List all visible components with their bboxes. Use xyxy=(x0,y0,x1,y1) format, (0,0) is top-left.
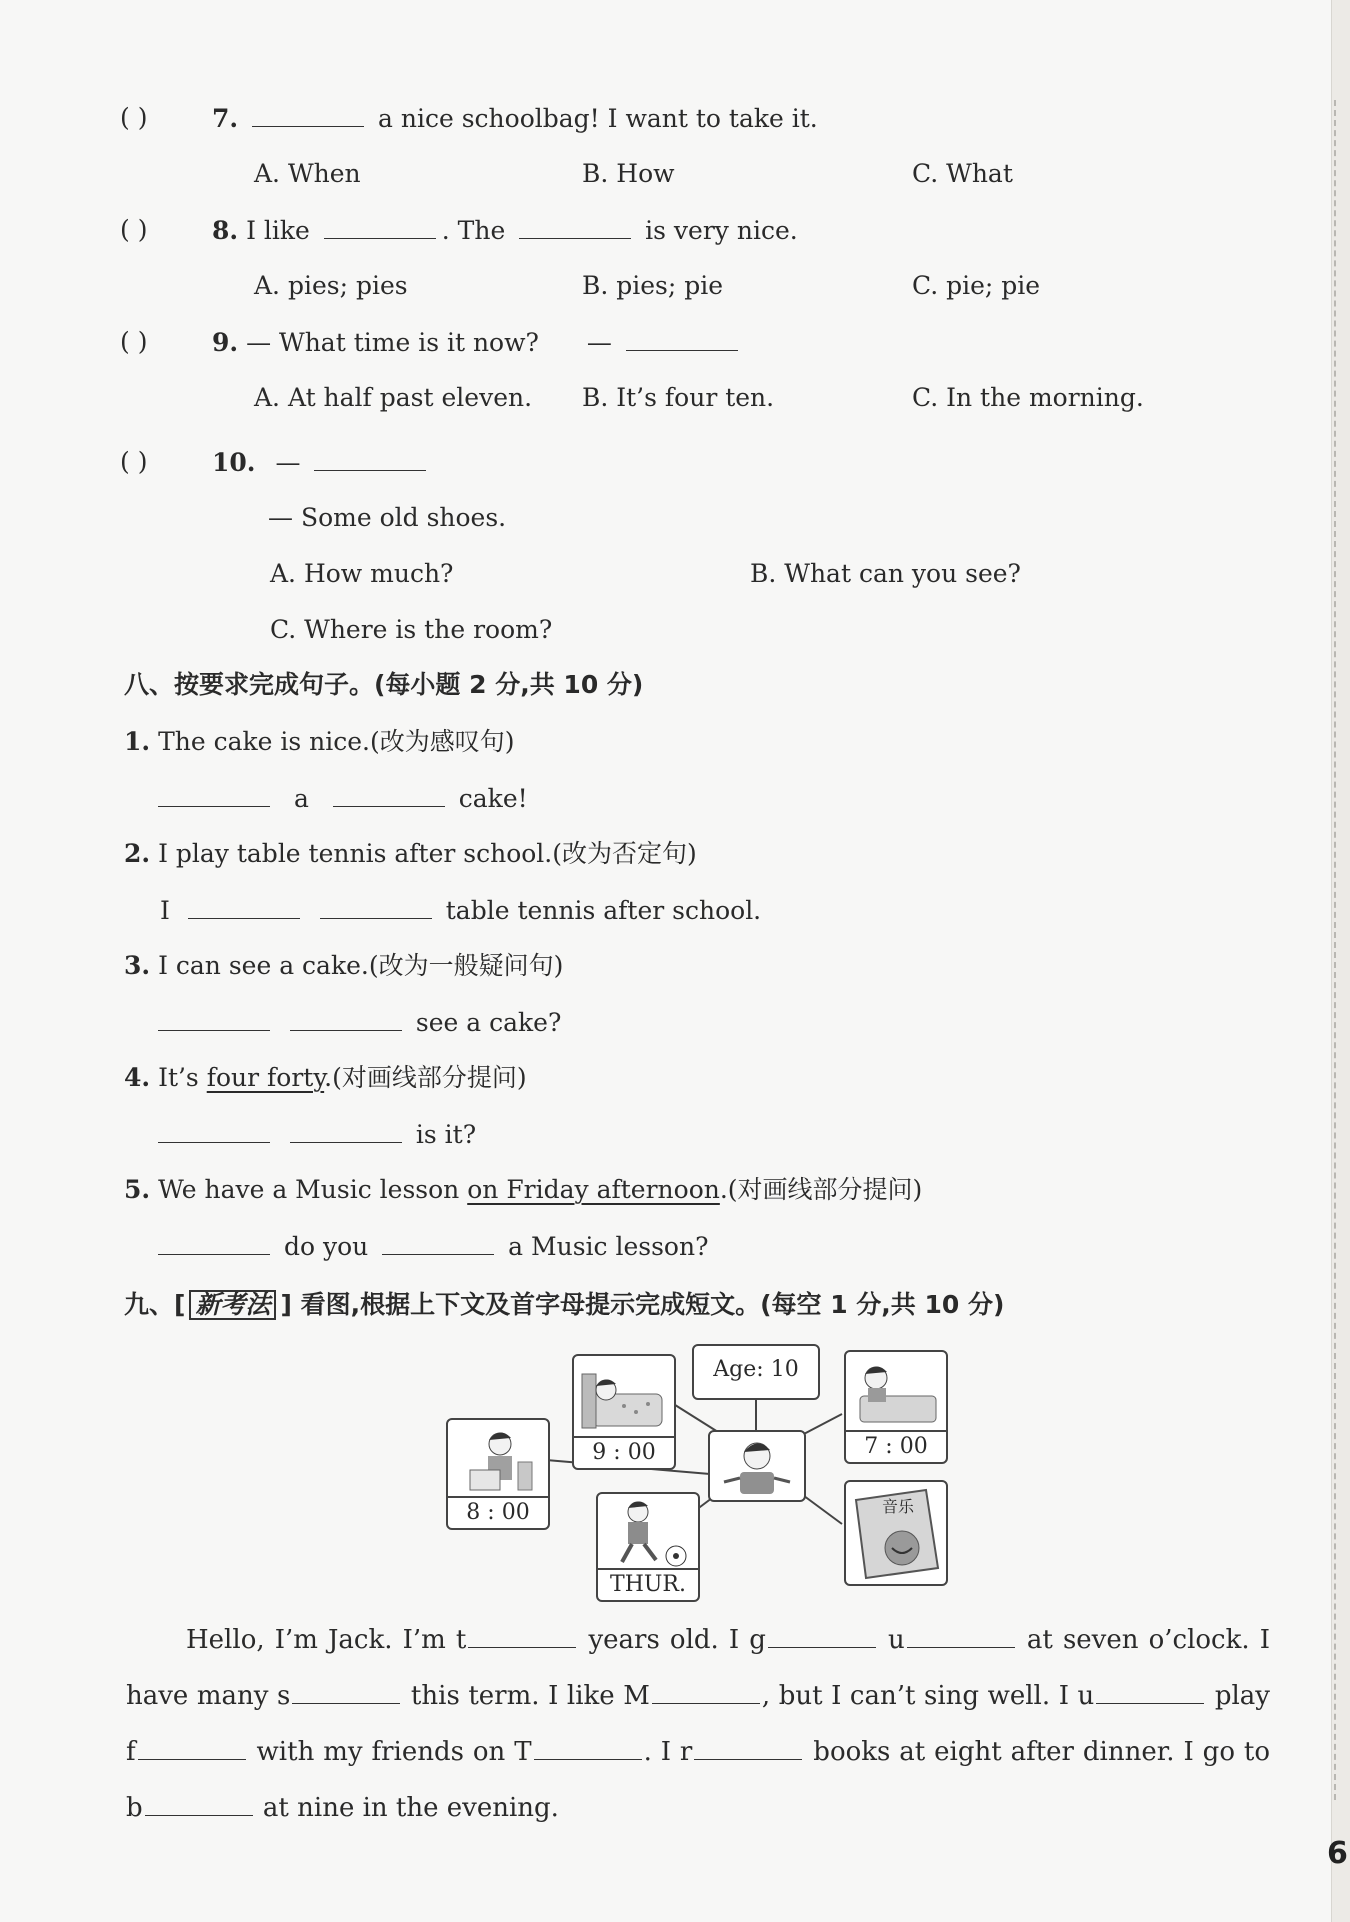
passage-text: this term. I like M xyxy=(402,1681,650,1711)
option-c: C. What xyxy=(912,159,1013,188)
passage-blank[interactable] xyxy=(468,1623,576,1648)
passage-text: at nine in the evening. xyxy=(254,1793,559,1823)
passage-blank[interactable] xyxy=(652,1679,760,1704)
item-number: 3. xyxy=(124,951,151,980)
passage-blank[interactable] xyxy=(534,1735,642,1760)
answer-paren-7[interactable]: ( ) xyxy=(120,103,148,132)
answer-word: cake! xyxy=(458,784,528,813)
picture-read xyxy=(446,1418,550,1530)
waking-boy-icon xyxy=(846,1352,946,1432)
item-sentence: I play table tennis after school. xyxy=(158,839,553,868)
question-10-answer: — Some old shoes. xyxy=(268,503,507,532)
answer-paren-10[interactable]: ( ) xyxy=(120,447,148,476)
sleeping-boy-icon xyxy=(574,1356,674,1436)
option-c: C. In the morning. xyxy=(912,383,1144,412)
passage-text: . I r xyxy=(643,1737,693,1767)
passage-text: play f xyxy=(126,1681,1270,1767)
caption: 7 : 00 xyxy=(846,1430,946,1462)
underlined-phrase: on Friday afternoon xyxy=(467,1175,720,1204)
passage-text: at seven o’clock. I have many s xyxy=(126,1625,1271,1711)
answer-dash: — xyxy=(586,328,612,357)
item-sentence: The cake is nice. xyxy=(158,727,370,756)
book-title: 音乐 xyxy=(882,1497,915,1516)
answer-word: a Music lesson? xyxy=(508,1232,709,1261)
item-number: 1. xyxy=(124,727,151,756)
item-instruction: (对画线部分提问) xyxy=(727,1175,923,1204)
answer-word: see a cake? xyxy=(415,1008,562,1037)
passage-blank[interactable] xyxy=(145,1791,253,1816)
new-method-tag: 新考法 xyxy=(189,1290,276,1320)
cloze-passage xyxy=(126,1612,1270,1836)
question-number: 7. xyxy=(212,104,239,133)
question-number: 9. xyxy=(212,328,239,357)
heading-text: ] 看图,根据上下文及首字母提示完成短文。(每空 1 分,共 10 分) xyxy=(280,1290,1005,1319)
page-number: 6 xyxy=(1327,1836,1348,1871)
heading-prefix: 九、[ xyxy=(124,1290,186,1319)
item-instruction: (改为否定句) xyxy=(552,839,697,868)
option-c: C. pie; pie xyxy=(912,271,1041,300)
answer-word: table tennis after school. xyxy=(445,896,762,925)
caption: 9 : 00 xyxy=(574,1436,674,1468)
item-instruction: (改为感叹句) xyxy=(370,727,515,756)
section-8-heading: 八、按要求完成句子。(每小题 2 分,共 10 分) xyxy=(124,670,644,699)
item-sentence-end: . xyxy=(324,1063,333,1092)
option-c: C. Where is the room? xyxy=(270,615,553,644)
passage-blank[interactable] xyxy=(1096,1679,1204,1704)
answer-paren-8[interactable]: ( ) xyxy=(120,215,148,244)
passage-text: with my friends on T xyxy=(247,1737,532,1767)
item-number: 5. xyxy=(124,1175,151,1204)
item-sentence-end: . xyxy=(719,1175,728,1204)
question-text: — What time is it now? xyxy=(246,328,539,357)
passage-text: books at eight after dinner. I go to b xyxy=(126,1737,1270,1823)
caption: 8 : 00 xyxy=(448,1496,548,1528)
passage-blank[interactable] xyxy=(138,1735,246,1760)
item-number: 4. xyxy=(124,1063,151,1092)
option-a: A. pies; pies xyxy=(254,271,408,300)
underlined-phrase: four forty xyxy=(206,1063,325,1092)
caption: Age: 10 xyxy=(713,1357,799,1382)
question-text-pre: I like xyxy=(246,216,310,245)
answer-word: do you xyxy=(283,1232,369,1261)
question-text-post: is very nice. xyxy=(645,216,798,245)
option-a: A. When xyxy=(254,159,361,188)
answer-dash: — xyxy=(275,448,301,477)
answer-word: a xyxy=(293,784,309,813)
option-b: B. It’s four ten. xyxy=(582,383,775,412)
item-number: 2. xyxy=(124,839,151,868)
item-sentence: We have a Music lesson xyxy=(158,1175,468,1204)
picture-jack xyxy=(708,1430,806,1502)
passage-text: , but I can’t sing well. I u xyxy=(761,1681,1095,1711)
football-boy-icon xyxy=(598,1494,698,1570)
caption: THUR. xyxy=(598,1568,698,1600)
question-number: 10. xyxy=(212,448,256,477)
option-b: B. What can you see? xyxy=(750,559,1021,588)
picture-wake xyxy=(844,1350,948,1464)
option-a: A. At half past eleven. xyxy=(254,383,533,412)
question-text-mid: . The xyxy=(441,216,506,245)
passage-text: Hello, I’m Jack. I’m t xyxy=(186,1625,467,1655)
option-b: B. How xyxy=(582,159,675,188)
item-instruction: (对画线部分提问) xyxy=(332,1063,527,1092)
answer-word: is it? xyxy=(415,1120,477,1149)
reading-boy-icon xyxy=(448,1420,548,1498)
picture-music-book xyxy=(844,1480,948,1586)
answer-word: I xyxy=(160,896,170,925)
passage-text: u xyxy=(877,1625,905,1655)
jack-portrait-icon xyxy=(710,1432,804,1500)
item-sentence: I can see a cake. xyxy=(158,951,369,980)
picture-age xyxy=(692,1344,820,1400)
option-b: B. pies; pie xyxy=(582,271,724,300)
passage-blank[interactable] xyxy=(907,1623,1015,1648)
option-a: A. How much? xyxy=(270,559,454,588)
question-number: 8. xyxy=(212,216,239,245)
picture-football xyxy=(596,1492,700,1602)
passage-blank[interactable] xyxy=(694,1735,802,1760)
answer-paren-9[interactable]: ( ) xyxy=(120,327,148,356)
passage-blank[interactable] xyxy=(768,1623,876,1648)
item-instruction: (改为一般疑问句) xyxy=(368,951,564,980)
passage-text: years old. I g xyxy=(578,1625,766,1655)
picture-sleep xyxy=(572,1354,676,1470)
question-text: a nice schoolbag! I want to take it. xyxy=(378,104,818,133)
passage-blank[interactable] xyxy=(292,1679,400,1704)
item-sentence: It’s xyxy=(158,1063,207,1092)
